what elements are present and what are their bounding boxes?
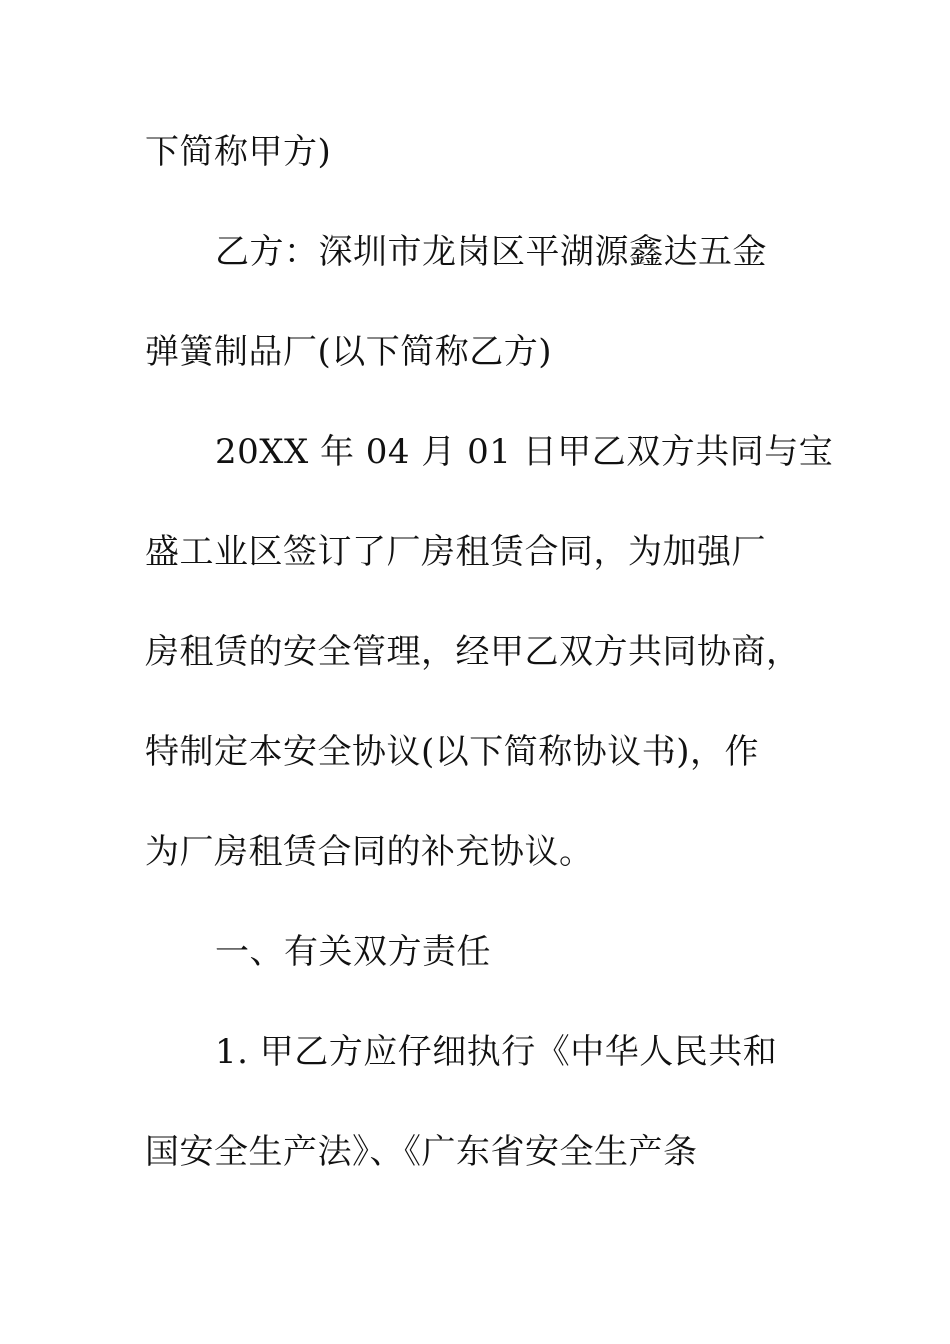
text-line-1: 下简称甲方)	[145, 132, 332, 172]
text-line-2: 乙方：深圳市龙岗区平湖源鑫达五金	[215, 232, 767, 272]
text-line-3: 弹簧制品厂(以下简称乙方)	[145, 332, 553, 372]
section-heading: 一、有关双方责任	[215, 932, 491, 972]
text-line-11: 国安全生产法》、《广东省安全生产条	[145, 1132, 698, 1172]
text-line-7: 特制定本安全协议(以下简称协议书)，作	[145, 732, 760, 772]
text-line-5: 盛工业区签订了厂房租赁合同，为加强厂	[145, 532, 766, 572]
text-line-6: 房租赁的安全管理，经甲乙双方共同协商，	[145, 632, 801, 672]
text-line-10: 1. 甲乙方应仔细执行《中华人民共和	[215, 1032, 778, 1072]
text-line-4: 20XX 年 04 月 01 日甲乙双方共同与宝	[215, 432, 834, 472]
text-line-8: 为厂房租赁合同的补充协议。	[145, 832, 594, 872]
